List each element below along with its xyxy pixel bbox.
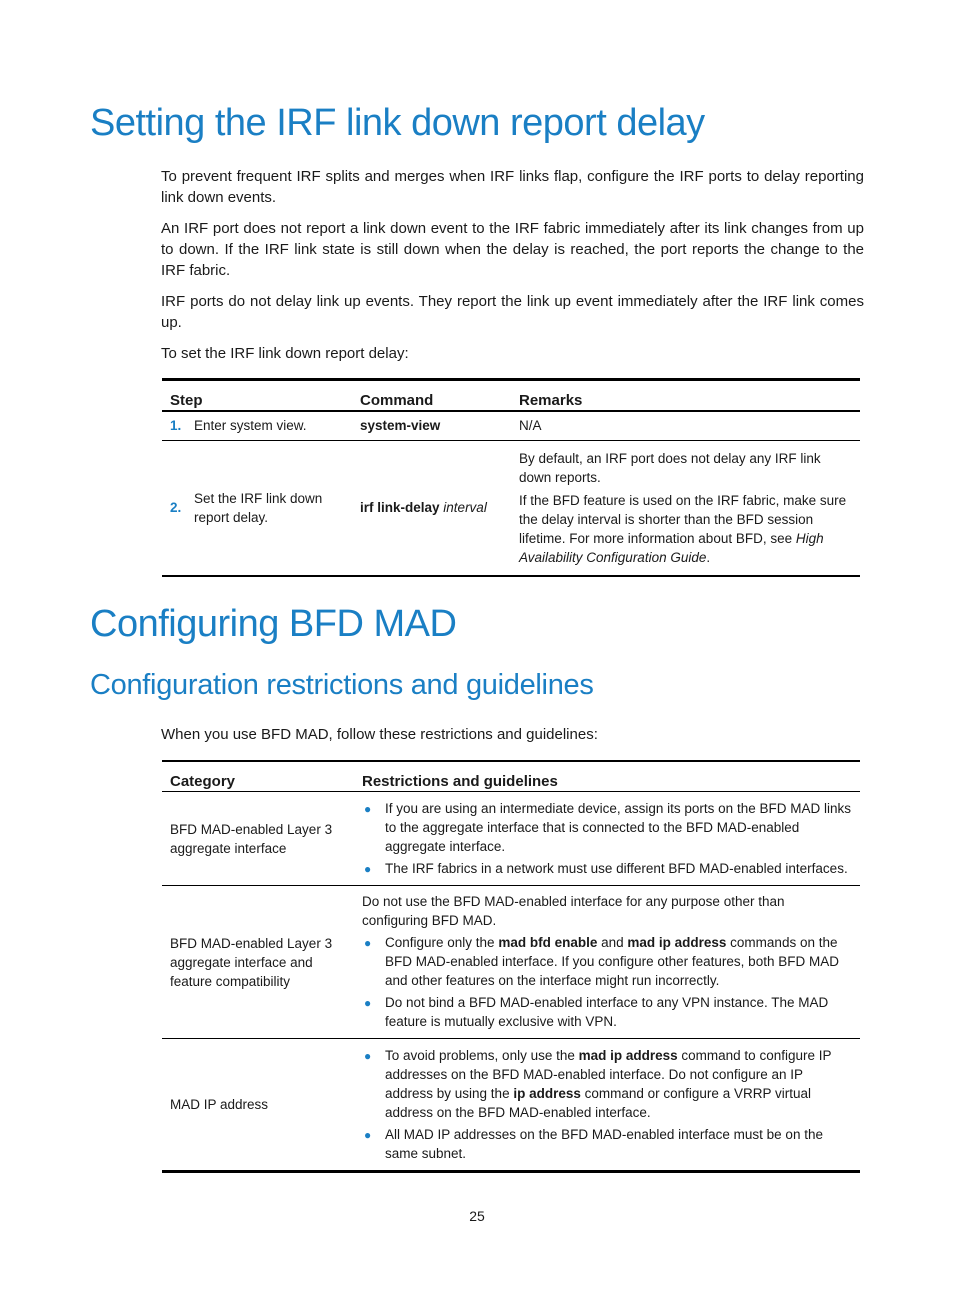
table-row	[162, 411, 860, 440]
category-cell: BFD MAD-enabled Layer 3 aggregate interface and feature compatibility	[170, 935, 333, 989]
paragraph: An IRF port does not report a link down event to the IRF fabric immediately after its link changes from up to down. If the IRF link state is still down when the delay is reached, the port reports the change to the IRF fabric.	[161, 220, 864, 279]
text-part: and	[597, 935, 628, 950]
list-item	[362, 993, 852, 1031]
header-remarks: Remarks	[519, 392, 583, 409]
guidelines-cell	[354, 792, 860, 886]
table-row	[162, 792, 860, 886]
text-part: command to configure IP addresses on the BFD MAD-enabled interface. Do not configure an IP address by using the	[385, 1048, 832, 1101]
bullet-dot-icon: ●	[364, 1128, 372, 1142]
header-guidelines: Restrictions and guidelines	[362, 773, 558, 790]
header-command: Command	[360, 392, 434, 409]
paragraph: IRF ports do not delay link up events. They report the link up event immediately after the IRF link comes up.	[161, 293, 864, 331]
table-header-row	[162, 380, 860, 412]
header-step: Step	[170, 392, 203, 409]
list-item	[362, 1046, 852, 1122]
paragraph: To prevent frequent IRF splits and merges when IRF links flap, configure the IRF ports to delay reporting link down events.	[161, 168, 864, 206]
command-keyword: mad ip address	[578, 1048, 678, 1063]
bullet-dot-icon: ●	[364, 936, 372, 950]
table-row	[162, 886, 860, 1039]
command-keyword: mad bfd enable	[498, 935, 598, 950]
bfd-mad-restrictions-table	[162, 760, 860, 1173]
command-keyword: mad ip address	[627, 935, 727, 950]
category-cell: MAD IP address	[170, 1097, 269, 1112]
guideline-intro: Do not use the BFD MAD-enabled interface for any purpose other than configuring BFD MAD.	[362, 894, 785, 928]
command-keyword: system-view	[360, 418, 441, 434]
subsection-title-restrictions: Configuration restrictions and guidelines	[90, 669, 594, 701]
list-item	[362, 799, 852, 856]
bullet-dot-icon: ●	[364, 1049, 372, 1063]
step-number: 1.	[170, 418, 182, 434]
command-cell	[352, 440, 511, 576]
list-item-text: Do not bind a BFD MAD-enabled interface to any VPN instance. The MAD feature is mutually exclusive with VPN.	[385, 995, 829, 1029]
text-part: command or configure a VRRP virtual address on the BFD MAD-enabled interface.	[385, 1086, 811, 1120]
step-number: 2.	[170, 500, 182, 515]
list-item	[362, 1125, 852, 1163]
command-cell	[352, 411, 511, 440]
list-item-text: The IRF fabrics in a network must use different BFD MAD-enabled interfaces.	[385, 861, 848, 876]
remark-text	[519, 491, 852, 567]
guidelines-list	[362, 1046, 852, 1163]
category-cell: BFD MAD-enabled Layer 3 aggregate interface	[170, 821, 333, 856]
guide-reference: High Availability Configuration Guide	[519, 530, 824, 565]
bullet-dot-icon: ●	[364, 862, 372, 876]
table-row	[162, 440, 860, 576]
remarks-cell: N/A	[519, 418, 542, 434]
list-item	[362, 859, 852, 878]
table-header-row	[162, 761, 860, 792]
irf-link-delay-table	[162, 378, 860, 577]
remarks-cell	[511, 440, 860, 576]
page-number: 25	[469, 1208, 485, 1224]
paragraph: When you use BFD MAD, follow these restrictions and guidelines:	[161, 726, 598, 743]
remark-text-end: .	[706, 549, 711, 565]
bullet-dot-icon: ●	[364, 996, 372, 1010]
list-item-text	[385, 1048, 831, 1120]
guidelines-cell	[354, 1039, 860, 1172]
command-keyword: irf link-delay	[360, 500, 440, 515]
remark-text: By default, an IRF port does not delay any IRF link down reports.	[519, 450, 821, 485]
list-item-text: If you are using an intermediate device, assign its ports on the BFD MAD links to the aggregate interface that is connected to the BFD MAD-enabled aggregate interface.	[385, 801, 851, 854]
remark-text-part: If the BFD feature is used on the IRF fabric, make sure the delay interval is shorter than the BFD session lifetime. For more information about BFD, see	[519, 492, 847, 546]
guidelines-list	[362, 933, 852, 1031]
command-keyword: ip address	[513, 1086, 581, 1101]
list-item-text: All MAD IP addresses on the BFD MAD-enabled interface must be on the same subnet.	[385, 1127, 823, 1161]
text-part: Configure only the	[385, 935, 499, 950]
section-title-irf-link-delay: Setting the IRF link down report delay	[90, 102, 705, 144]
list-item-text	[385, 935, 839, 988]
header-category: Category	[170, 773, 236, 790]
section-title-bfd-mad: Configuring BFD MAD	[90, 603, 457, 645]
guidelines-list	[362, 799, 852, 878]
guidelines-cell	[354, 886, 860, 1039]
text-part: To avoid problems, only use the	[385, 1048, 579, 1063]
list-item	[362, 933, 852, 990]
table-row	[162, 1039, 860, 1172]
command-argument: interval	[443, 500, 487, 515]
paragraph: To set the IRF link down report delay:	[161, 345, 409, 362]
step-description: Enter system view.	[194, 418, 307, 434]
text-part: commands on the BFD MAD-enabled interface. If you configure other features, both BFD MAD and other features on the interface might run incorrectly.	[385, 935, 839, 988]
bullet-dot-icon: ●	[364, 802, 372, 816]
step-description: Set the IRF link down report delay.	[194, 490, 323, 525]
